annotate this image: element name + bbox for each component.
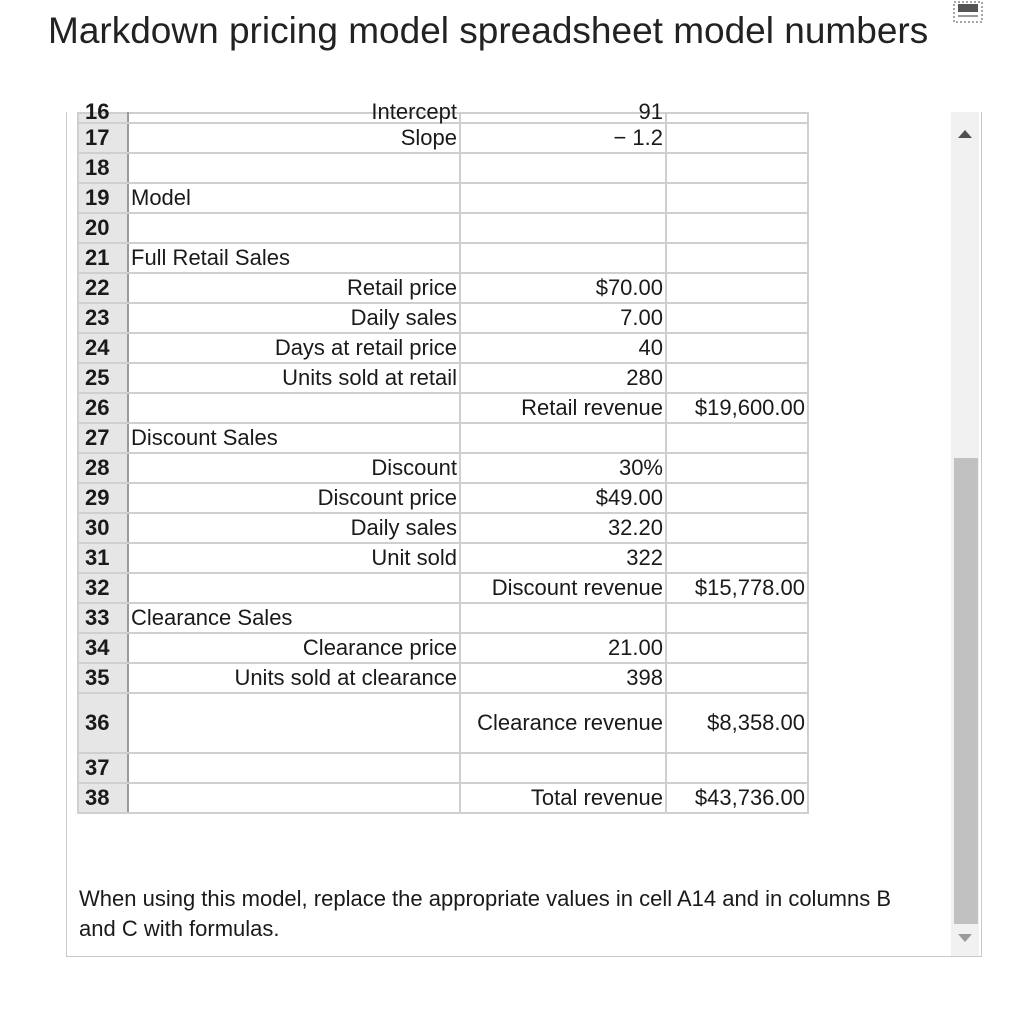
row-number: 28 xyxy=(78,453,128,483)
arrow-up-icon[interactable] xyxy=(958,130,972,138)
cell-c[interactable] xyxy=(666,513,808,543)
page-title: Markdown pricing model spreadsheet model numbers xyxy=(48,10,929,51)
row-number: 36 xyxy=(78,693,128,753)
row-number: 33 xyxy=(78,603,128,633)
cell-c[interactable] xyxy=(666,603,808,633)
cell-c[interactable] xyxy=(666,363,808,393)
cell-c[interactable] xyxy=(666,213,808,243)
cell-a[interactable]: Discount xyxy=(128,453,460,483)
row-number: 21 xyxy=(78,243,128,273)
cell-b[interactable]: 7.00 xyxy=(460,303,666,333)
cell-b[interactable] xyxy=(460,423,666,453)
cell-c[interactable] xyxy=(666,483,808,513)
table-row xyxy=(78,183,808,213)
table-row xyxy=(78,783,808,813)
cell-a[interactable]: Clearance Sales xyxy=(128,603,460,633)
row-number: 34 xyxy=(78,633,128,663)
cell-b[interactable]: 322 xyxy=(460,543,666,573)
cell-a[interactable]: Full Retail Sales xyxy=(128,243,460,273)
row-number: 26 xyxy=(78,393,128,423)
table-row xyxy=(78,423,808,453)
cell-c[interactable] xyxy=(666,543,808,573)
table-row xyxy=(78,123,808,153)
cell-b[interactable] xyxy=(460,603,666,633)
table-row xyxy=(78,273,808,303)
instruction-note: When using this model, replace the appropriate values in cell A14 and in columns B and C with formulas. xyxy=(79,886,892,941)
cell-c[interactable] xyxy=(666,153,808,183)
table-row xyxy=(78,483,808,513)
row-number: 38 xyxy=(78,783,128,813)
table-row xyxy=(78,603,808,633)
cell-c[interactable] xyxy=(666,303,808,333)
table-row xyxy=(78,153,808,183)
table-row xyxy=(78,753,808,783)
row-number: 16 xyxy=(78,113,128,123)
row-number: 37 xyxy=(78,753,128,783)
row-number: 32 xyxy=(78,573,128,603)
table-row xyxy=(78,363,808,393)
cell-a[interactable]: Model xyxy=(128,183,460,213)
row-number: 25 xyxy=(78,363,128,393)
cell-c[interactable] xyxy=(666,183,808,213)
row-number: 29 xyxy=(78,483,128,513)
table-row xyxy=(78,243,808,273)
table-row xyxy=(78,113,808,123)
cell-a[interactable]: Daily sales xyxy=(128,303,460,333)
cell-b[interactable]: Clearance revenue xyxy=(460,693,666,753)
cell-a[interactable] xyxy=(128,753,460,783)
cell-a[interactable] xyxy=(128,693,460,753)
cell-b[interactable]: $70.00 xyxy=(460,273,666,303)
cell-c[interactable] xyxy=(666,423,808,453)
table-row xyxy=(78,333,808,363)
cell-a[interactable]: Daily sales xyxy=(128,513,460,543)
cell-c[interactable]: $43,736.00 xyxy=(666,783,808,813)
table-row xyxy=(78,633,808,663)
table-row xyxy=(78,393,808,423)
spreadsheet-table xyxy=(77,99,809,814)
cell-b[interactable]: 91 xyxy=(460,113,666,123)
cell-c[interactable] xyxy=(666,243,808,273)
cell-b[interactable] xyxy=(460,243,666,273)
cell-a[interactable]: Discount Sales xyxy=(128,423,460,453)
cell-c[interactable] xyxy=(666,453,808,483)
row-number: 20 xyxy=(78,213,128,243)
cell-c[interactable] xyxy=(666,753,808,783)
cell-a[interactable]: Units sold at retail xyxy=(128,363,460,393)
cell-c[interactable] xyxy=(666,663,808,693)
table-row xyxy=(78,453,808,483)
cell-c[interactable] xyxy=(666,113,808,123)
cell-a[interactable] xyxy=(128,783,460,813)
cell-b[interactable]: 280 xyxy=(460,363,666,393)
row-number: 22 xyxy=(78,273,128,303)
cell-c[interactable]: $8,358.00 xyxy=(666,693,808,753)
cell-b[interactable] xyxy=(460,753,666,783)
row-number: 35 xyxy=(78,663,128,693)
cell-b[interactable]: 30% xyxy=(460,453,666,483)
cell-c[interactable] xyxy=(666,633,808,663)
expand-icon[interactable] xyxy=(952,0,984,24)
cell-c[interactable]: $19,600.00 xyxy=(666,393,808,423)
cell-b[interactable]: 32.20 xyxy=(460,513,666,543)
spreadsheet-frame[interactable] xyxy=(66,99,982,957)
table-row xyxy=(78,213,808,243)
table-row xyxy=(78,693,808,753)
cell-c[interactable] xyxy=(666,273,808,303)
cell-a[interactable]: Retail price xyxy=(128,273,460,303)
row-number: 24 xyxy=(78,333,128,363)
cell-a[interactable] xyxy=(128,393,460,423)
cell-a[interactable] xyxy=(128,153,460,183)
cell-b[interactable]: Total revenue xyxy=(460,783,666,813)
table-row xyxy=(78,573,808,603)
row-number: 23 xyxy=(78,303,128,333)
row-number: 18 xyxy=(78,153,128,183)
row-number: 19 xyxy=(78,183,128,213)
cell-c[interactable]: $15,778.00 xyxy=(666,573,808,603)
cell-a[interactable]: Clearance price xyxy=(128,633,460,663)
cell-b[interactable]: $49.00 xyxy=(460,483,666,513)
table-row xyxy=(78,303,808,333)
table-row xyxy=(78,513,808,543)
row-number: 31 xyxy=(78,543,128,573)
cell-b[interactable]: − 1.2 xyxy=(460,123,666,153)
row-number: 17 xyxy=(78,123,128,153)
cell-b[interactable] xyxy=(460,183,666,213)
cell-a[interactable]: Unit sold xyxy=(128,543,460,573)
row-number: 27 xyxy=(78,423,128,453)
row-number: 30 xyxy=(78,513,128,543)
cell-a[interactable]: Units sold at clearance xyxy=(128,663,460,693)
cell-b[interactable] xyxy=(460,153,666,183)
cell-b[interactable] xyxy=(460,213,666,243)
scrollbar-thumb[interactable] xyxy=(954,458,978,924)
cell-a[interactable]: Slope xyxy=(128,123,460,153)
cell-a[interactable] xyxy=(128,573,460,603)
cell-c[interactable] xyxy=(666,333,808,363)
cell-a[interactable]: Intercept xyxy=(128,113,460,123)
cell-a[interactable] xyxy=(128,213,460,243)
cell-a[interactable]: Days at retail price xyxy=(128,333,460,363)
cell-a[interactable]: Discount price xyxy=(128,483,460,513)
cell-b[interactable]: 21.00 xyxy=(460,633,666,663)
cell-b[interactable]: Retail revenue xyxy=(460,393,666,423)
cell-b[interactable]: 40 xyxy=(460,333,666,363)
cell-b[interactable]: 398 xyxy=(460,663,666,693)
cell-c[interactable] xyxy=(666,123,808,153)
table-row xyxy=(78,543,808,573)
table-row xyxy=(78,663,808,693)
cell-b[interactable]: Discount revenue xyxy=(460,573,666,603)
arrow-down-icon[interactable] xyxy=(958,934,972,942)
